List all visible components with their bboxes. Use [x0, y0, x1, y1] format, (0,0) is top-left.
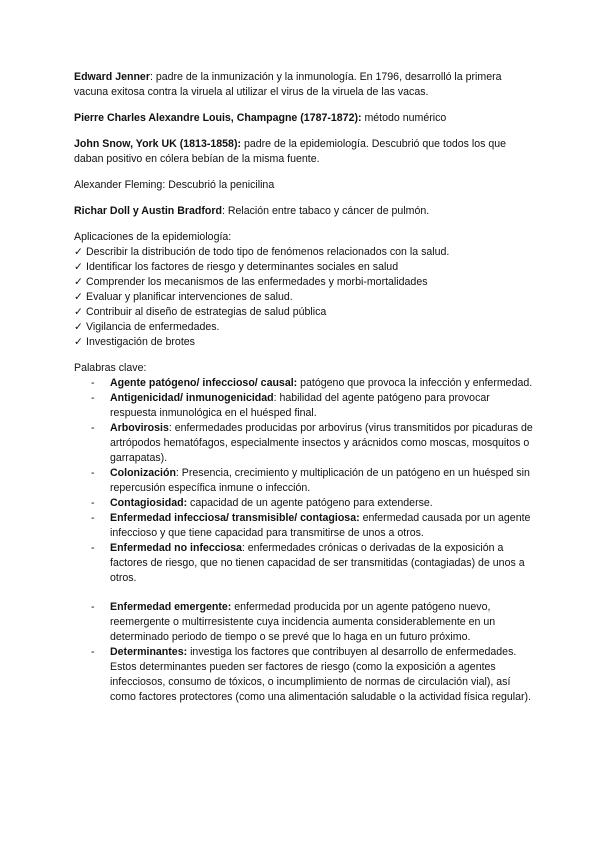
person-description: : Relación entre tabaco y cáncer de pulmón.	[221, 205, 430, 217]
person-description: padre de la epidemiología. Descubrió que todos los que daban positivo en cólera bebían de la misma fuente.	[74, 138, 507, 165]
keyword-item	[74, 376, 534, 391]
keyword-term: Colonización	[110, 467, 176, 479]
applications-list	[74, 245, 534, 350]
person-description: Alexander Fleming: Descubrió la penicilina	[74, 179, 275, 191]
application-item	[74, 260, 534, 275]
application-text: Contribuir al diseño de estrategias de salud pública	[86, 306, 327, 318]
person-description: método numérico	[361, 112, 447, 124]
person-name: John Snow, York UK (1813-1858):	[74, 138, 241, 150]
person-name: Edward Jenner	[74, 71, 150, 83]
application-item	[74, 245, 534, 260]
person-name: Richar Doll y Austin Bradford	[74, 205, 222, 217]
keyword-item	[74, 541, 534, 586]
keyword-definition: investiga los factores que contribuyen al desarrollo de enfermedades. Estos determinantes pueden ser factores de riesgo (como la exposición a agentes infecciosos, consumo de tóxicos, o incumplimiento de normas de circulación vial), así como factores protectores (como una alimentación saludable o la actividad física regular).	[110, 646, 532, 703]
dash-bullet-icon: -	[91, 422, 95, 434]
keyword-definition: capacidad de un agente patógeno para extenderse.	[187, 497, 433, 509]
paragraph-doll-bradford	[74, 204, 534, 219]
keywords-list	[74, 376, 534, 705]
dash-bullet-icon: -	[91, 512, 95, 524]
keyword-item	[74, 600, 534, 645]
application-item	[74, 335, 534, 350]
checkmark-icon: ✓	[74, 261, 83, 273]
application-item	[74, 290, 534, 305]
keyword-item	[74, 421, 534, 466]
keyword-definition: : Presencia, crecimiento y multiplicación de un patógeno en un huésped sin repercusión específica inmune o infección.	[110, 467, 530, 494]
dash-bullet-icon: -	[91, 467, 95, 479]
keyword-definition: enfermedad producida por un agente patógeno nuevo, reemergente o multirresistente cuya incidencia aumenta considerablemente en un determinado periodo de tiempo o se prevé que lo haga en un futuro próximo.	[110, 601, 496, 643]
checkmark-icon: ✓	[74, 306, 83, 318]
paragraph-louis	[74, 111, 534, 126]
keyword-term: Antigenicidad/ inmunogenicidad	[110, 392, 274, 404]
keyword-definition: : habilidad del agente patógeno para provocar respuesta inmunológica en el huésped final.	[110, 392, 490, 419]
checkmark-icon: ✓	[74, 246, 83, 258]
application-text: Describir la distribución de todo tipo de fenómenos relacionados con la salud.	[86, 246, 450, 258]
applications-heading: Aplicaciones de la epidemiología:	[74, 231, 232, 243]
application-item	[74, 275, 534, 290]
dash-bullet-icon: -	[91, 377, 95, 389]
keyword-item	[74, 496, 534, 511]
applications-section	[74, 230, 534, 350]
person-description: : padre de la inmunización y la inmunología. En 1796, desarrolló la primera vacuna exitosa contra la viruela al utilizar el virus de la viruela de las vacas.	[74, 71, 502, 98]
application-text: Vigilancia de enfermedades.	[86, 321, 220, 333]
paragraph-snow	[74, 137, 534, 167]
spacer	[74, 586, 534, 600]
keyword-term: Arbovirosis	[110, 422, 169, 434]
dash-bullet-icon: -	[91, 542, 95, 554]
keyword-term: Agente patógeno/ infeccioso/ causal:	[110, 377, 298, 389]
application-item	[74, 305, 534, 320]
application-text: Investigación de brotes	[86, 336, 195, 348]
application-item	[74, 320, 534, 335]
keywords-section	[74, 361, 534, 705]
keyword-definition: : enfermedades producidas por arbovirus (virus transmitidos por picaduras de artrópodos hematófagos, especialmente insectos y arácnidos como moscas, mosquitos o garrapatas).	[110, 422, 533, 464]
keyword-definition: enfermedad causada por un agente infeccioso y que tiene capacidad para transmitirse de unos a otros.	[110, 512, 531, 539]
keyword-term: Contagiosidad:	[110, 497, 188, 509]
person-name: Pierre Charles Alexandre Louis, Champagne (1787-1872):	[74, 112, 362, 124]
keyword-term: Enfermedad emergente:	[110, 601, 232, 613]
checkmark-icon: ✓	[74, 321, 83, 333]
application-text: Evaluar y planificar intervenciones de salud.	[86, 291, 293, 303]
checkmark-icon: ✓	[74, 276, 83, 288]
keyword-item	[74, 466, 534, 496]
keyword-definition: patógeno que provoca la infección y enfermedad.	[297, 377, 533, 389]
keyword-definition: : enfermedades crónicas o derivadas de la exposición a factores de riesgo, que no tienen capacidad de ser transmitidas (contagiadas) de unos a otros.	[110, 542, 525, 584]
keyword-term: Determinantes:	[110, 646, 188, 658]
checkmark-icon: ✓	[74, 336, 83, 348]
keyword-item	[74, 391, 534, 421]
keyword-item	[74, 511, 534, 541]
paragraph-jenner	[74, 70, 534, 100]
dash-bullet-icon: -	[91, 392, 95, 404]
paragraph-fleming	[74, 178, 534, 193]
dash-bullet-icon: -	[91, 646, 95, 658]
checkmark-icon: ✓	[74, 291, 83, 303]
dash-bullet-icon: -	[91, 497, 95, 509]
application-text: Identificar los factores de riesgo y determinantes sociales en salud	[86, 261, 399, 273]
application-text: Comprender los mecanismos de las enfermedades y morbi-mortalidades	[86, 276, 428, 288]
keywords-heading: Palabras clave:	[74, 362, 147, 374]
document-page	[74, 70, 534, 705]
dash-bullet-icon: -	[91, 601, 95, 613]
keyword-item	[74, 645, 534, 705]
keyword-term: Enfermedad no infecciosa	[110, 542, 242, 554]
keyword-term: Enfermedad infecciosa/ transmisible/ contagiosa:	[110, 512, 360, 524]
